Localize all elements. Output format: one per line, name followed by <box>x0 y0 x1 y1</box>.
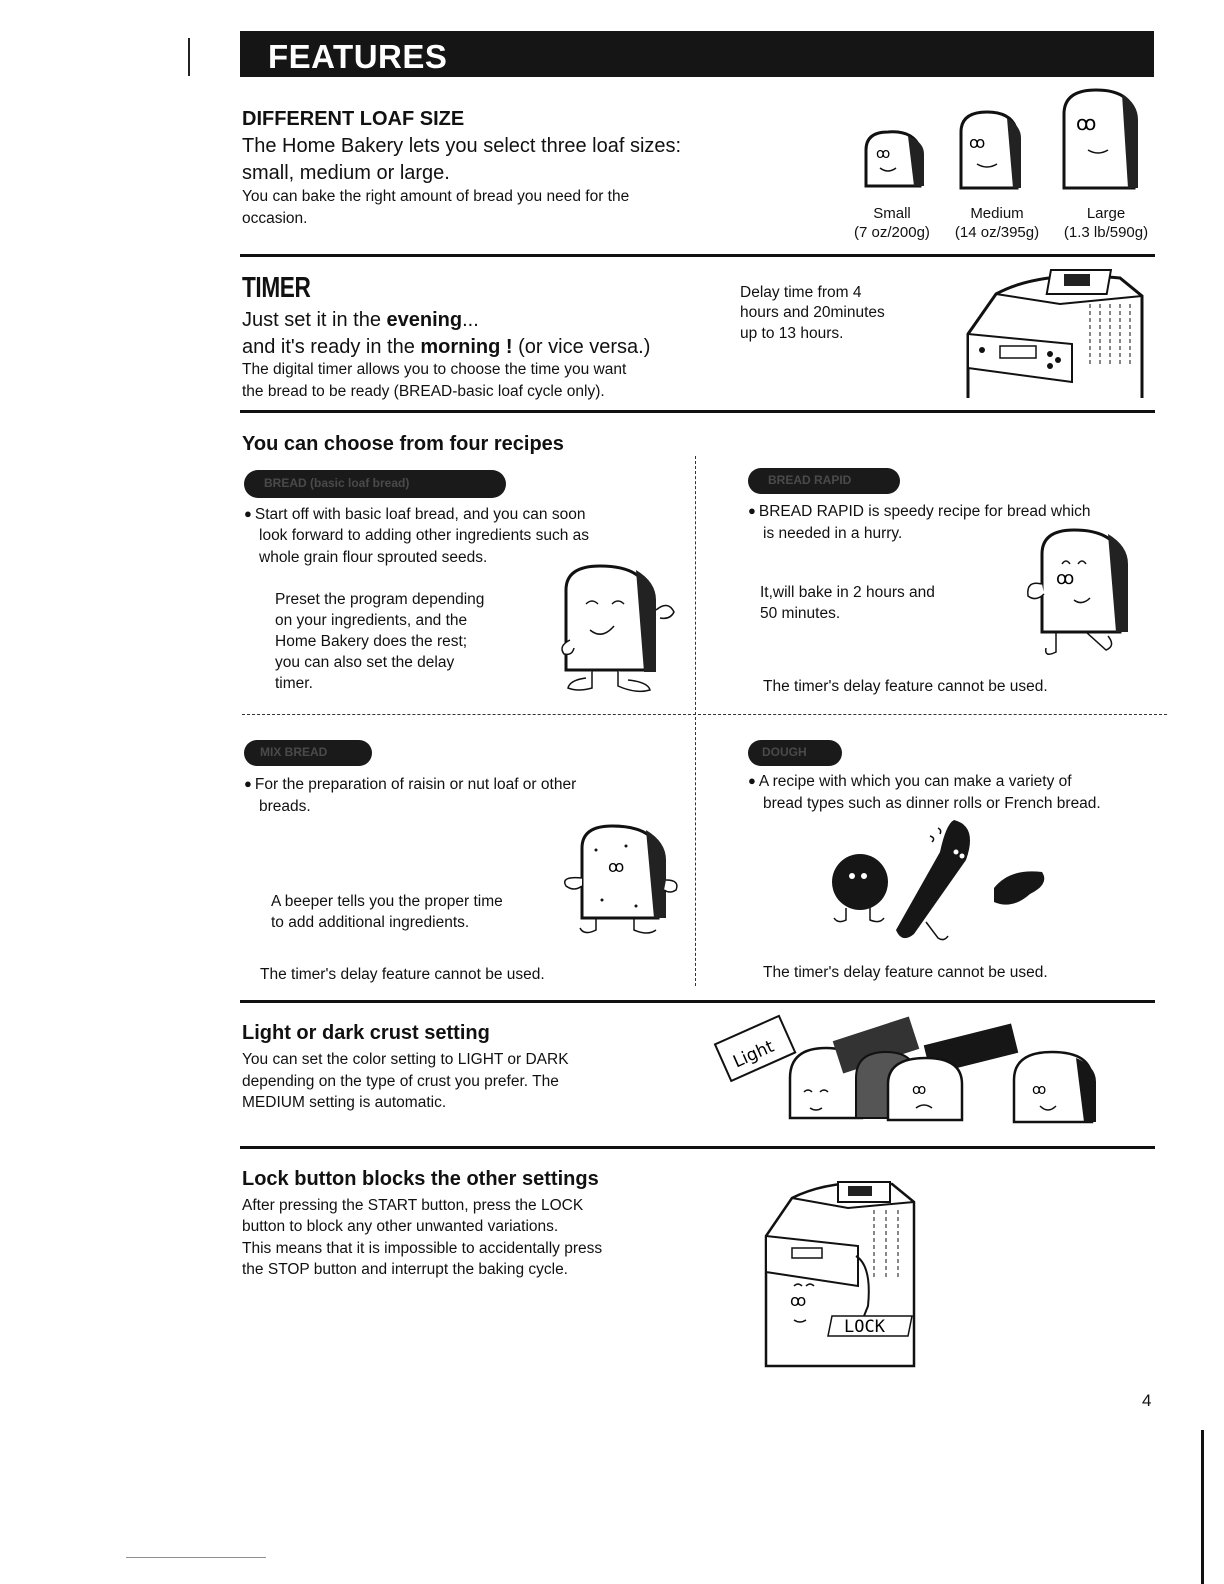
timer-line-1-bold: evening <box>386 309 463 331</box>
recipe-mix-b2: breads. <box>259 798 311 815</box>
timer-line-2-bold: morning ! <box>420 336 513 358</box>
loaf-size-body-2: occasion. <box>242 210 308 227</box>
dough-characters-illustration <box>810 812 1060 948</box>
timer-line-2 <box>242 334 650 361</box>
svg-text:ꝏ: ꝏ <box>1076 111 1097 135</box>
bread-character-raisin-illustration <box>556 820 686 940</box>
recipe-mix-b1: ● For the preparation of raisin or nut loaf or other <box>244 774 576 796</box>
timer-line-1-post: ... <box>462 309 479 331</box>
recipe-basic-p3: Home Bakery does the rest; <box>275 633 468 650</box>
scan-edge-mark <box>1201 1430 1204 1584</box>
recipe-divider-vertical <box>695 456 696 986</box>
small-loaf-illustration <box>858 128 928 190</box>
recipe-basic-b2: look forward to adding other ingredients such as <box>259 527 590 544</box>
page-number: 4 <box>1142 1391 1152 1410</box>
size-large-weight: (1.3 lb/590g) <box>1063 224 1149 241</box>
recipe-basic-p1: Preset the program depending <box>275 591 485 608</box>
svg-text:ꝏ: ꝏ <box>1056 568 1075 589</box>
size-large-name: Large <box>1086 205 1126 222</box>
bread-machine-illustration <box>960 264 1150 402</box>
margin-mark <box>188 38 190 76</box>
timer-line-1 <box>242 307 479 334</box>
recipe-mix-t1: A beeper tells you the proper time <box>271 893 503 910</box>
recipe-dough-label: DOUGH <box>762 745 807 759</box>
recipe-basic-p4: you can also set the delay <box>275 654 455 671</box>
size-small <box>844 204 940 242</box>
crust-title: Light or dark crust setting <box>242 1022 490 1044</box>
recipe-dough-b1: ● A recipe with which you can make a variety of <box>748 771 1072 793</box>
recipe-basic-label: BREAD (basic loaf bread) <box>264 476 410 490</box>
timer-body-1: The digital timer allows you to choose the time you want <box>242 361 627 378</box>
recipe-basic-p2: on your ingredients, and the <box>275 612 468 629</box>
recipe-rapid-label: BREAD RAPID <box>768 473 852 487</box>
svg-text:ꝏ: ꝏ <box>790 1291 807 1310</box>
svg-text:ꝏ: ꝏ <box>608 857 625 876</box>
timer-body-2: the bread to be ready (BREAD-basic loaf cycle only). <box>242 383 605 400</box>
delay-line-3: up to 13 hours. <box>740 325 844 342</box>
svg-text:ꝏ: ꝏ <box>876 146 891 162</box>
recipe-rapid-b2: is needed in a hurry. <box>763 525 903 542</box>
crust-line-2: depending on the type of crust you prefer. The <box>242 1073 559 1090</box>
lock-sign-text: LOCK <box>844 1317 885 1337</box>
loaf-size-lead-2: small, medium or large. <box>242 162 450 184</box>
recipe-basic-b3: whole grain flour sprouted seeds. <box>259 549 488 566</box>
recipe-rapid-b1: ● BREAD RAPID is speedy recipe for bread which <box>748 501 1091 523</box>
loaf-size-lead-1: The Home Bakery lets you select three loaf sizes: <box>242 135 682 157</box>
svg-text:ꝏ: ꝏ <box>912 1082 927 1098</box>
size-large <box>1056 204 1156 242</box>
recipe-mix-label-badge <box>244 740 372 766</box>
timer-line-2-pre: and it's ready in the <box>242 336 421 358</box>
loaf-size-body-1: You can bake the right amount of bread you need for the <box>242 188 630 205</box>
crust-sign-text: Light <box>730 1036 778 1073</box>
size-small-name: Small <box>873 205 911 222</box>
lock-bread-machine-illustration <box>762 1176 920 1374</box>
large-loaf-illustration <box>1058 86 1142 192</box>
recipes-title: You can choose from four recipes <box>242 433 564 455</box>
recipe-basic-b1: ● Start off with basic loaf bread, and you can soon <box>244 504 585 526</box>
page-title: FEATURES <box>268 38 448 75</box>
divider-2 <box>240 410 1155 413</box>
divider-4 <box>240 1146 1155 1149</box>
delay-line-2: hours and 20minutes <box>740 304 885 321</box>
scan-footer-line <box>126 1557 266 1558</box>
timer-line-1-pre: Just set it in the <box>242 309 387 331</box>
recipe-dough-note: The timer's delay feature cannot be used. <box>763 964 1048 981</box>
size-small-weight: (7 oz/200g) <box>854 224 930 241</box>
timer-title: TIMER <box>242 272 311 304</box>
recipe-rapid-note: The timer's delay feature cannot be used. <box>763 678 1048 695</box>
medium-loaf-illustration <box>955 108 1023 192</box>
size-medium <box>948 204 1046 242</box>
bread-character-running-illustration <box>1016 524 1146 664</box>
recipe-mix-t2: to add additional ingredients. <box>271 914 470 931</box>
recipe-mix-note: The timer's delay feature cannot be used. <box>260 966 545 983</box>
recipe-basic-label-badge <box>244 470 506 498</box>
svg-text:ꝏ: ꝏ <box>1032 1082 1047 1098</box>
bread-character-waving-illustration <box>556 560 686 694</box>
svg-text:ꝏ: ꝏ <box>969 133 986 152</box>
recipe-rapid-label-badge <box>748 468 900 494</box>
divider-1 <box>240 254 1155 257</box>
size-medium-weight: (14 oz/395g) <box>954 224 1040 241</box>
crust-line-1: You can set the color setting to LIGHT or DARK <box>242 1051 569 1068</box>
recipe-rapid-t1: It,will bake in 2 hours and <box>760 584 935 601</box>
lock-title: Lock button blocks the other settings <box>242 1168 599 1190</box>
recipe-rapid-t2: 50 minutes. <box>760 605 841 622</box>
crust-line-3: MEDIUM setting is automatic. <box>242 1094 447 1111</box>
lock-line-3: This means that it is impossible to accidentally press <box>242 1240 603 1257</box>
lock-line-2: button to block any other unwanted variations. <box>242 1218 559 1235</box>
crust-characters-illustration <box>716 1008 1096 1130</box>
recipe-divider-horizontal <box>242 714 1167 715</box>
lock-line-1: After pressing the START button, press the LOCK <box>242 1197 584 1214</box>
divider-3 <box>240 1000 1155 1003</box>
loaf-size-title: DIFFERENT LOAF SIZE <box>242 108 465 130</box>
timer-line-2-post: (or vice versa.) <box>512 336 651 358</box>
lock-line-4: the STOP button and interrupt the baking cycle. <box>242 1261 568 1278</box>
recipe-mix-label: MIX BREAD <box>260 745 328 759</box>
recipe-dough-b2: bread types such as dinner rolls or French bread. <box>763 795 1101 812</box>
recipe-basic-p5: timer. <box>275 675 313 692</box>
recipe-dough-label-badge <box>748 740 842 766</box>
delay-line-1: Delay time from 4 <box>740 284 862 301</box>
size-medium-name: Medium <box>970 205 1024 222</box>
